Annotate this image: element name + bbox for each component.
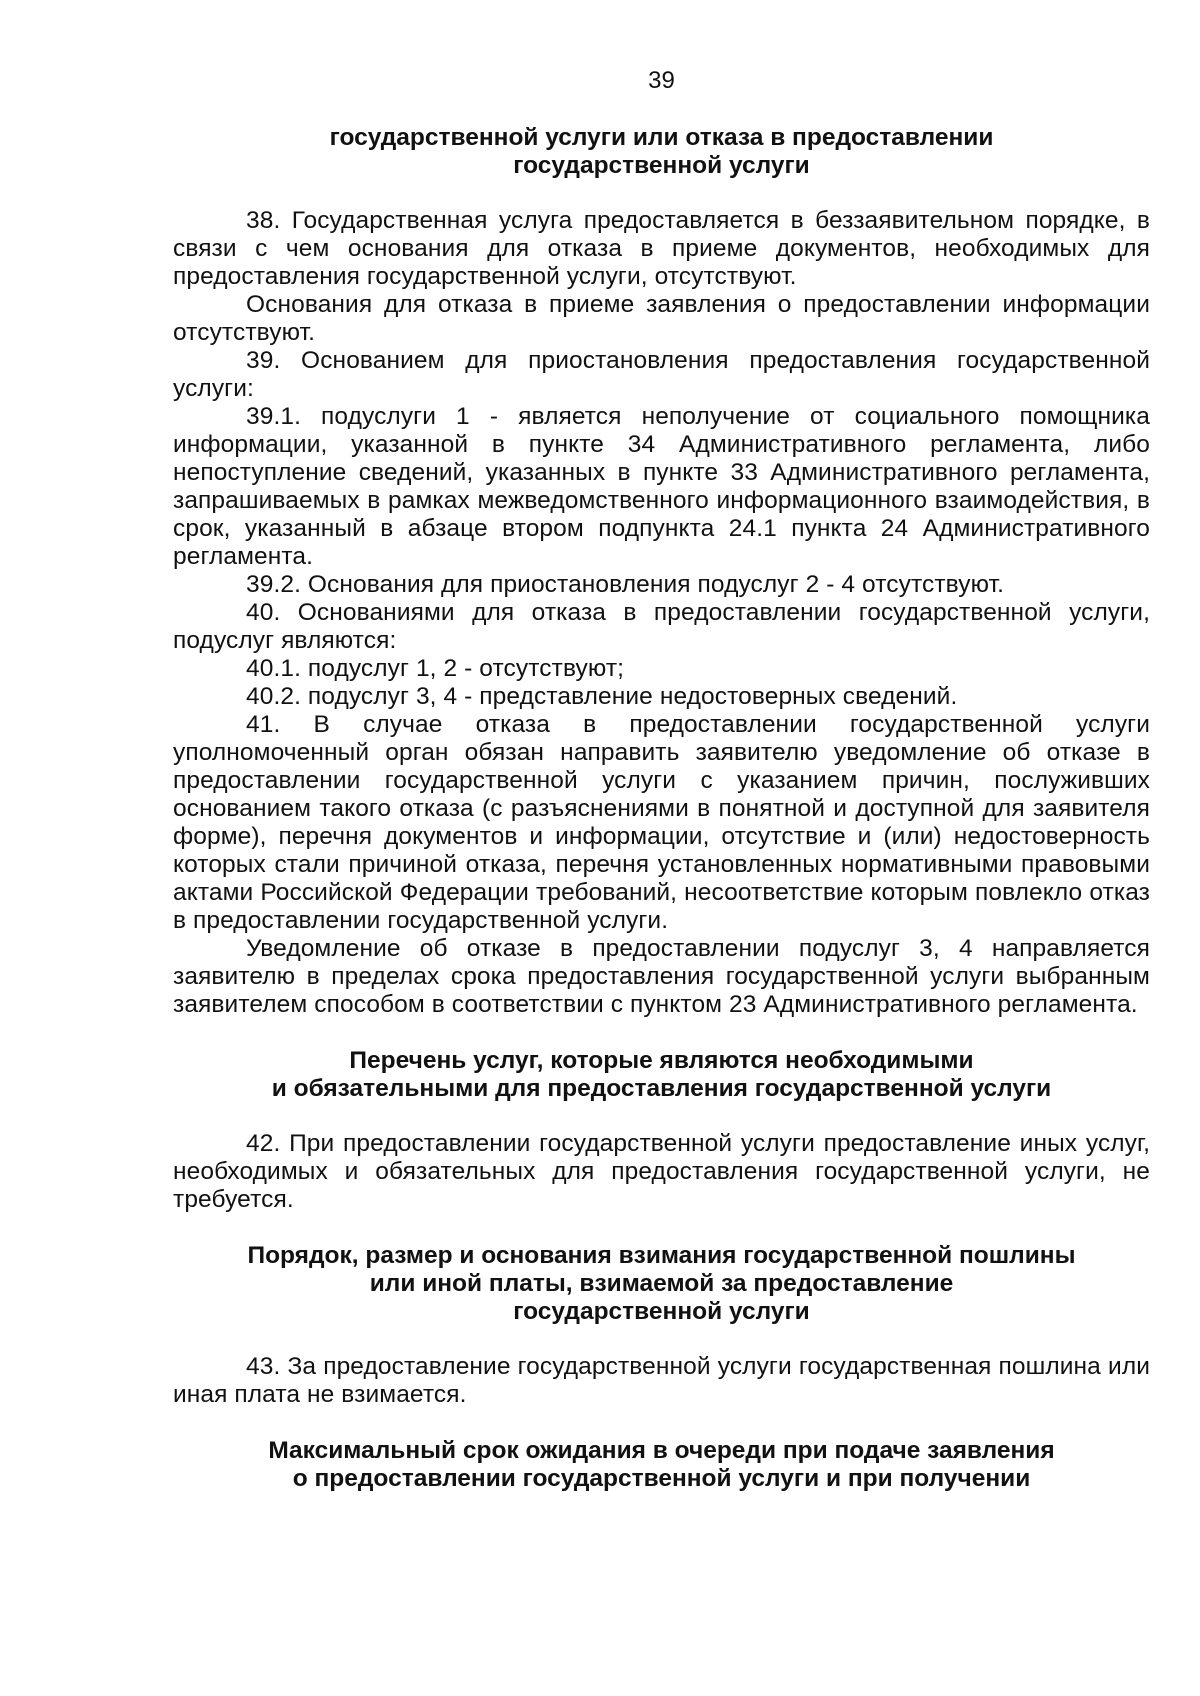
heading-line: государственной услуги bbox=[513, 1298, 810, 1325]
paragraph: 41. В случае отказа в предоставлении государственной услуги уполномоченный орган обязан направить заявителю уведомление об отказе в предоставлении государственной услуги с указанием причин, послуживших основанием такого отказа (с разъяснениями в понятной и доступной для заявителя форме), перечня документов и информации, отсутствие и (или) недостоверность которых стали причиной отказа, перечня установленных нормативными правовыми актами Российской Федерации требований, несоответствие которым повлекло отказ в предоставлении государственной услуги. bbox=[173, 711, 1150, 934]
paragraph: 40.1. подуслуг 1, 2 - отсутствуют; bbox=[246, 655, 625, 682]
section-heading bbox=[173, 1437, 1150, 1493]
section-heading bbox=[173, 124, 1150, 180]
paragraph: 43. За предоставление государственной услуги государственная пошлина или иная плата не взимается. bbox=[173, 1353, 1150, 1408]
paragraph: 40. Основаниями для отказа в предоставлении государственной услуги, подуслуг являются: bbox=[173, 599, 1150, 654]
document-body bbox=[173, 124, 1150, 1493]
heading-line: Порядок, размер и основания взимания государственной пошлины bbox=[247, 1242, 1076, 1269]
paragraph: Уведомление об отказе в предоставлении подуслуг 3, 4 направляется заявителю в пределах срока предоставления государственной услуги выбранным заявителем способом в соответствии с пунктом 23 Административного регламента. bbox=[173, 935, 1150, 1018]
heading-line: и обязательными для предоставления государственной услуги bbox=[271, 1075, 1052, 1102]
heading-line: или иной платы, взимаемой за предоставление bbox=[369, 1270, 954, 1297]
page-number: 39 bbox=[648, 67, 675, 94]
section-heading bbox=[173, 1242, 1150, 1326]
heading-line: Перечень услуг, которые являются необходимыми bbox=[349, 1047, 974, 1074]
heading-line: о предоставлении государственной услуги и при получении bbox=[292, 1465, 1031, 1492]
paragraph: 42. При предоставлении государственной услуги предоставление иных услуг, необходимых и обязательных для предоставления государственной услуги, не требуется. bbox=[173, 1130, 1150, 1213]
paragraph: Основания для отказа в приеме заявления о предоставлении информации отсутствуют. bbox=[173, 291, 1150, 346]
section-heading bbox=[173, 1047, 1150, 1103]
heading-line: государственной услуги или отказа в предоставлении bbox=[329, 124, 994, 151]
paragraph: 39.2. Основания для приостановления подуслуг 2 - 4 отсутствуют. bbox=[246, 571, 1005, 598]
paragraph: 39.1. подуслуги 1 - является неполучение от социального помощника информации, указанной в пункте 34 Административного регламента, либо непоступление сведений, указанных в пункте 33 Административного регламента, запрашиваемых в рамках межведомственного информационного взаимодействия, в срок, указанный в абзаце втором подпункта 24.1 пункта 24 Административного регламента. bbox=[173, 403, 1150, 570]
heading-line: Максимальный срок ожидания в очереди при подаче заявления bbox=[268, 1437, 1055, 1464]
heading-line: государственной услуги bbox=[513, 152, 810, 179]
paragraph: 39. Основанием для приостановления предоставления государственной услуги: bbox=[173, 347, 1150, 402]
paragraph: 38. Государственная услуга предоставляется в беззаявительном порядке, в связи с чем основания для отказа в приеме документов, необходимых для предоставления государственной услуги, отсутствуют. bbox=[173, 207, 1150, 290]
paragraph: 40.2. подуслуг 3, 4 - представление недостоверных сведений. bbox=[246, 683, 958, 710]
